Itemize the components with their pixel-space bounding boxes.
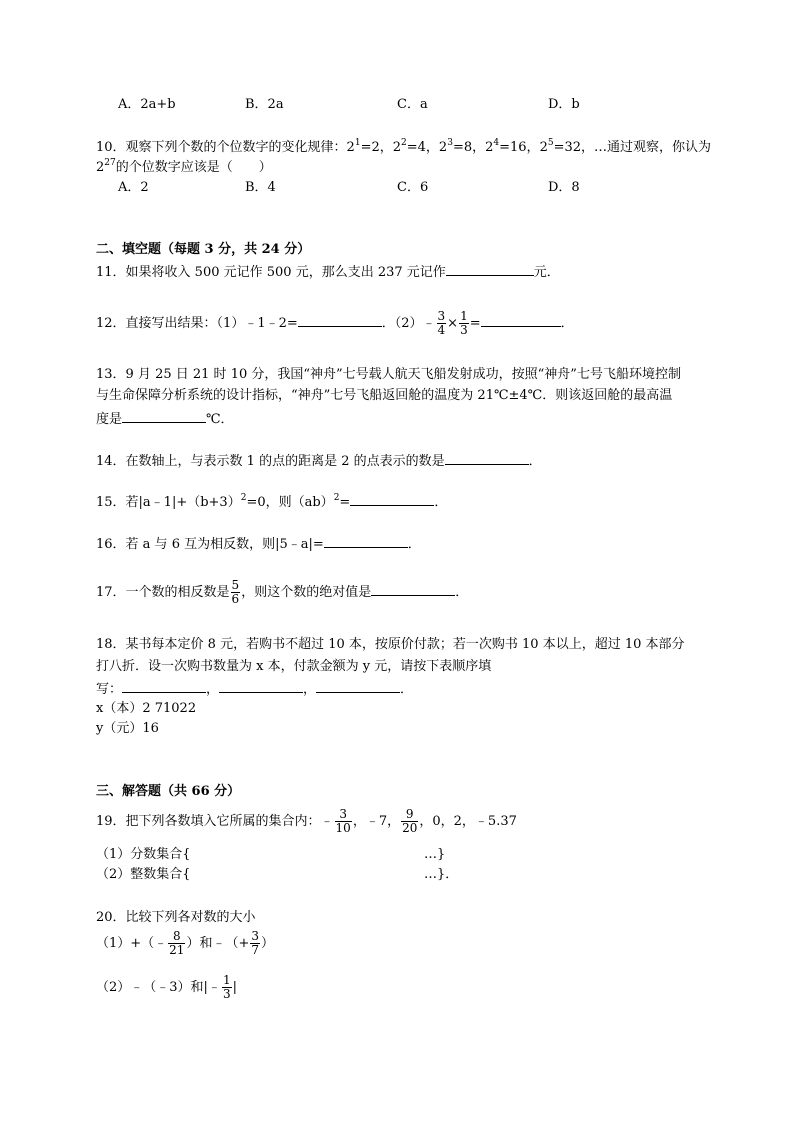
- answer-blank[interactable]: [219, 680, 303, 693]
- question-13-line1: 13．9 月 25 日 21 时 10 分，我国“神舟”七号载人航天飞船发射成功，按照“神舟”七号飞船环境控制: [96, 367, 681, 382]
- option-b: B．2a: [245, 97, 284, 112]
- question-18-line1: 18．某书每本定价 8 元，若购书不超过 10 本，按原价付款；若一次购书 10 本以上，超过 10 本部分: [96, 637, 685, 652]
- question-20-part2: （2）﹣（﹣3）和|﹣ $\frac{1}{3}$ |: [96, 973, 237, 1001]
- option-d: D．b: [548, 97, 580, 112]
- fraction: $\frac{9}{20}$: [402, 807, 418, 835]
- table-row-x: x（本）2 71022: [96, 701, 197, 716]
- question-20-title: 20．比较下列各对数的大小: [96, 910, 256, 925]
- answer-blank[interactable]: [446, 263, 534, 276]
- option-d: D．8: [548, 180, 580, 195]
- question-13-line2: 与生命保障分析系统的设计指标，“神舟”七号飞船返回舱的温度为 21℃±4℃．则该返回舱的最高温: [96, 388, 673, 403]
- question-13-line3: 度是 ℃．: [96, 412, 234, 427]
- question-10-line2: $2^{27}$的个位数字应该是（ ）: [96, 158, 272, 175]
- question-20-part1: （1）+（﹣ $\frac{8}{21}$ ）和﹣（+ $\frac{3}{7}$ ）: [96, 929, 275, 957]
- answer-blank[interactable]: [298, 314, 382, 327]
- integer-set-label: （2）整数集合{: [96, 867, 191, 882]
- question-19: 19．把下列各数填入它所属的集合内：﹣ $\frac{3}{10}$ ，﹣7， $\frac{9}{20}$ ，0，2，﹣5.37: [96, 807, 517, 835]
- answer-blank[interactable]: [122, 680, 206, 693]
- question-15: 15．若$|a﹣1|+(b+3)^2=0$，则（ab）$^2$= ．: [96, 493, 448, 510]
- question-18-line2: 打八折．设一次购书数量为 x 本，付款金额为 y 元，请按下表顺序填: [96, 659, 492, 674]
- fraction: $\frac{1}{3}$: [222, 973, 231, 1001]
- question-12: 12．直接写出结果：（1）﹣1﹣2= ．（2）﹣ $\frac{3}{4}$ × $\frac{1}{3}$ = ．: [96, 309, 574, 337]
- fraction: $\frac{3}{7}$: [251, 929, 259, 957]
- answer-blank[interactable]: [350, 493, 434, 506]
- section-solve-heading: 三、解答题（共 66 分）: [96, 784, 241, 799]
- fraction: $\frac{8}{21}$: [169, 929, 185, 957]
- answer-blank[interactable]: [122, 410, 206, 423]
- question-18-line3: 写： ， ， ．: [96, 682, 414, 697]
- question-16: 16．若 a 与 6 互为相反数，则|5﹣a|= ．: [96, 537, 421, 552]
- question-17: 17．一个数的相反数是 $\frac{5}{6}$ ，则这个数的绝对值是 ．: [96, 578, 469, 606]
- answer-blank[interactable]: [445, 452, 529, 465]
- question-14: 14．在数轴上，与表示数 1 的点的距离是 2 的点表示的数是 ．: [96, 454, 542, 469]
- answer-blank[interactable]: [371, 583, 455, 596]
- table-row-y: y（元）16: [96, 721, 159, 736]
- fraction-set-label: （1）分数集合{: [96, 847, 191, 862]
- fraction: $\frac{3}{10}$: [335, 807, 351, 835]
- fraction-set-close: …}: [424, 847, 446, 862]
- answer-blank[interactable]: [481, 314, 561, 327]
- option-a: A．2: [118, 180, 149, 195]
- fraction: $\frac{1}{3}$: [460, 309, 468, 337]
- option-c: C．a: [397, 97, 428, 112]
- fraction: $\frac{3}{4}$: [437, 309, 446, 337]
- option-b: B．4: [245, 180, 276, 195]
- option-c: C．6: [397, 180, 429, 195]
- section-fill-in-heading: 二、填空题（每题 3 分，共 24 分）: [96, 242, 311, 257]
- question-11: 11．如果将收入 500 元记作 500 元，那么支出 237 元记作 元．: [96, 265, 560, 280]
- answer-blank[interactable]: [316, 680, 400, 693]
- integer-set-close: …}．: [424, 867, 459, 882]
- answer-blank[interactable]: [324, 535, 408, 548]
- question-10-line1: 10．观察下列个数的个位数字的变化规律：$2^1=2$，$2^2=4$，$2^3=8$，$2^4=16$，$2^5=32$，…通过观察，你认为: [96, 138, 712, 155]
- fraction: $\frac{5}{6}$: [231, 578, 240, 606]
- option-a: A．2a+b: [118, 97, 176, 112]
